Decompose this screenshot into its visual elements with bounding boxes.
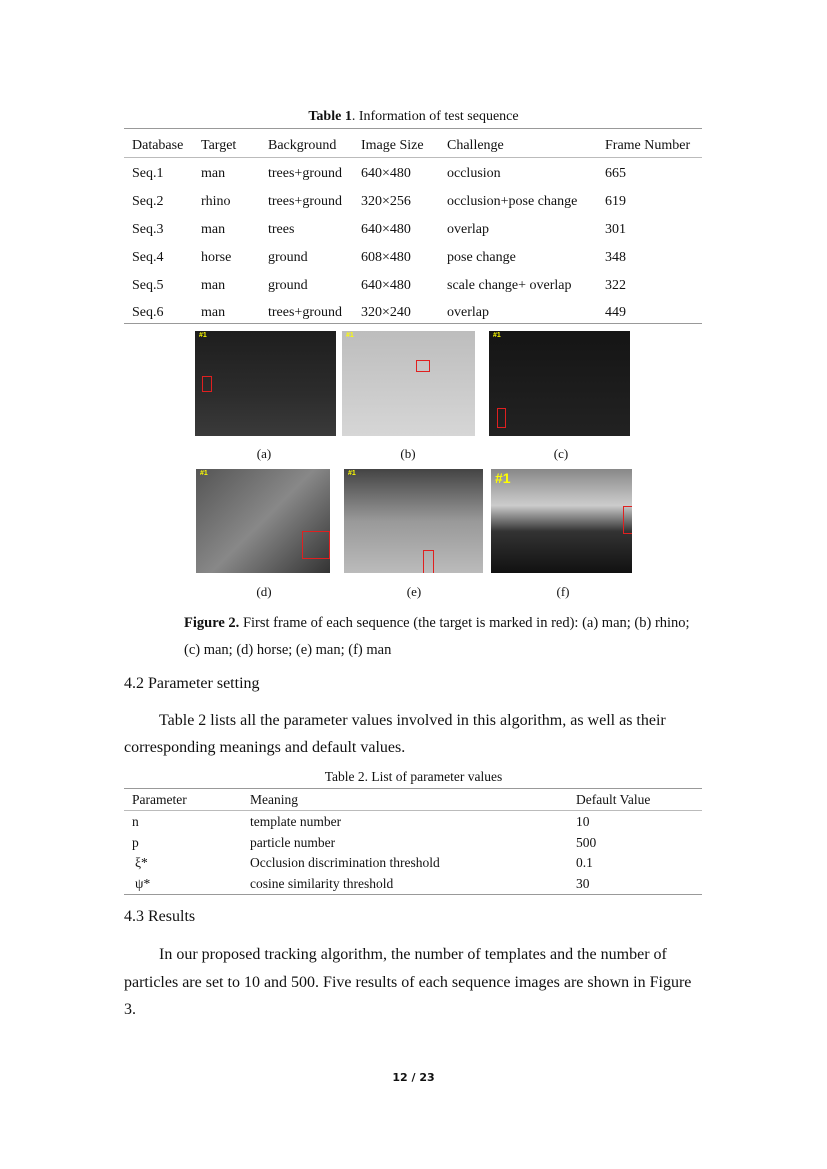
table1-cell: 348 bbox=[605, 250, 626, 265]
table1-header-cell: Challenge bbox=[447, 138, 504, 153]
figure-subcaption: (b) bbox=[400, 446, 416, 461]
figure2-caption-label: Figure 2. bbox=[184, 615, 240, 631]
table1-cell: trees+ground bbox=[268, 194, 342, 209]
table1-cell: man bbox=[201, 222, 226, 237]
figure-frame-a bbox=[195, 331, 336, 436]
table1-header-cell: Database bbox=[132, 138, 184, 153]
figure2-caption-line1 bbox=[184, 615, 690, 632]
paragraph-line: corresponding meanings and default values. bbox=[124, 739, 406, 756]
table1-cell: occlusion bbox=[447, 166, 501, 181]
table1-cell: 640×480 bbox=[361, 222, 411, 237]
table2-cell: 10 bbox=[576, 814, 590, 829]
table1-header-cell: Image Size bbox=[361, 138, 424, 153]
table1-cell: man bbox=[201, 166, 226, 181]
target-bounding-box bbox=[202, 376, 212, 392]
figure-frame-d bbox=[196, 469, 330, 573]
table1-caption-label: Table 1 bbox=[308, 109, 352, 124]
frame-number-label: #1 bbox=[199, 332, 207, 339]
frame-number-label: #1 bbox=[495, 470, 511, 486]
table1-cell: trees bbox=[268, 222, 295, 237]
table1-cell: 665 bbox=[605, 166, 626, 181]
table1-cell: 619 bbox=[605, 194, 626, 209]
target-bounding-box bbox=[416, 360, 430, 372]
target-bounding-box bbox=[623, 506, 632, 534]
figure-frame-e bbox=[344, 469, 483, 573]
table2-cell: template number bbox=[250, 814, 342, 829]
table1-cell: pose change bbox=[447, 250, 516, 265]
paragraph-line: 3. bbox=[124, 1001, 136, 1018]
table1-cell: scale change+ overlap bbox=[447, 278, 572, 293]
table1-cell: Seq.2 bbox=[132, 194, 164, 209]
frame-number-label: #1 bbox=[200, 470, 208, 477]
table1-header-cell: Background bbox=[268, 138, 337, 153]
figure-subcaption: (c) bbox=[553, 446, 569, 461]
figure-subcaption: (a) bbox=[256, 446, 272, 461]
table2-cell: p bbox=[132, 835, 139, 850]
figure2-caption-text: First frame of each sequence (the target is marked in red): (a) man; (b) rhino; bbox=[239, 615, 690, 631]
table2-cell: Occlusion discrimination threshold bbox=[250, 855, 440, 870]
table1-cell: overlap bbox=[447, 222, 489, 237]
table1-cell: Seq.3 bbox=[132, 222, 164, 237]
table1-cell: trees+ground bbox=[268, 166, 342, 181]
figure-subcaption: (e) bbox=[406, 584, 422, 599]
table1-cell: 301 bbox=[605, 222, 626, 237]
table1-caption bbox=[0, 109, 827, 125]
paragraph-line: particles are set to 10 and 500. Five results of each sequence images are shown in Figure bbox=[124, 974, 692, 991]
table1-caption-text: . Information of test sequence bbox=[351, 109, 519, 124]
table1-cell: overlap bbox=[447, 305, 489, 320]
table1-header-cell: Target bbox=[201, 138, 237, 153]
table2-header-cell: Meaning bbox=[250, 792, 298, 807]
table1-cell: man bbox=[201, 278, 226, 293]
paragraph-line: Table 2 lists all the parameter values involved in this algorithm, as well as their bbox=[159, 712, 666, 729]
table1-cell: trees+ground bbox=[268, 305, 342, 320]
table1-cell: 608×480 bbox=[361, 250, 411, 265]
table2-cell: particle number bbox=[250, 835, 336, 850]
figure-subcaption: (f) bbox=[556, 584, 570, 599]
table2-cell: 30 bbox=[576, 876, 590, 891]
table2-cell: 500 bbox=[576, 835, 597, 850]
section-heading-4-3: 4.3 Results bbox=[124, 908, 196, 925]
table2-cell: 0.1 bbox=[576, 855, 593, 870]
page-number: 12 / 23 bbox=[392, 1071, 435, 1084]
frame-number-label: #1 bbox=[346, 332, 354, 339]
figure-subcaption: (d) bbox=[256, 584, 272, 599]
figure-frame-f bbox=[491, 469, 632, 573]
table1-cell: Seq.5 bbox=[132, 278, 164, 293]
table2-cell: cosine similarity threshold bbox=[250, 876, 394, 891]
table2-cell: ξ* bbox=[135, 855, 148, 870]
table1-cell: Seq.4 bbox=[132, 250, 164, 265]
target-bounding-box bbox=[302, 531, 330, 559]
table2-header-cell: Default Value bbox=[576, 792, 651, 807]
table1-cell: Seq.6 bbox=[132, 305, 164, 320]
table1-cell: occlusion+pose change bbox=[447, 194, 578, 209]
table2-cell: ψ* bbox=[135, 876, 151, 891]
table1-cell: 320×256 bbox=[361, 194, 411, 209]
table2-header-cell: Parameter bbox=[132, 792, 187, 807]
table1-cell: man bbox=[201, 305, 226, 320]
table1-cell: horse bbox=[201, 250, 232, 265]
table1-cell: Seq.1 bbox=[132, 166, 164, 181]
figure-frame-c bbox=[489, 331, 630, 436]
target-bounding-box bbox=[497, 408, 506, 428]
table1-cell: ground bbox=[268, 278, 308, 293]
figure2-caption-line2: (c) man; (d) horse; (e) man; (f) man bbox=[184, 642, 392, 658]
table1-cell: 449 bbox=[605, 305, 626, 320]
paragraph-line: In our proposed tracking algorithm, the number of templates and the number of bbox=[159, 946, 667, 963]
table1-cell: 640×480 bbox=[361, 278, 411, 293]
table1-cell: 320×240 bbox=[361, 305, 411, 320]
table2-caption: Table 2. List of parameter values bbox=[324, 769, 503, 784]
frame-number-label: #1 bbox=[348, 470, 356, 477]
table1-cell: 640×480 bbox=[361, 166, 411, 181]
section-heading-4-2: 4.2 Parameter setting bbox=[124, 675, 260, 692]
target-bounding-box bbox=[423, 550, 434, 573]
table1-cell: 322 bbox=[605, 278, 626, 293]
table1-cell: ground bbox=[268, 250, 308, 265]
table2-cell: n bbox=[132, 814, 139, 829]
figure-frame-b bbox=[342, 331, 475, 436]
frame-number-label: #1 bbox=[493, 332, 501, 339]
table1-header-cell: Frame Number bbox=[605, 138, 691, 153]
table1-cell: rhino bbox=[201, 194, 231, 209]
